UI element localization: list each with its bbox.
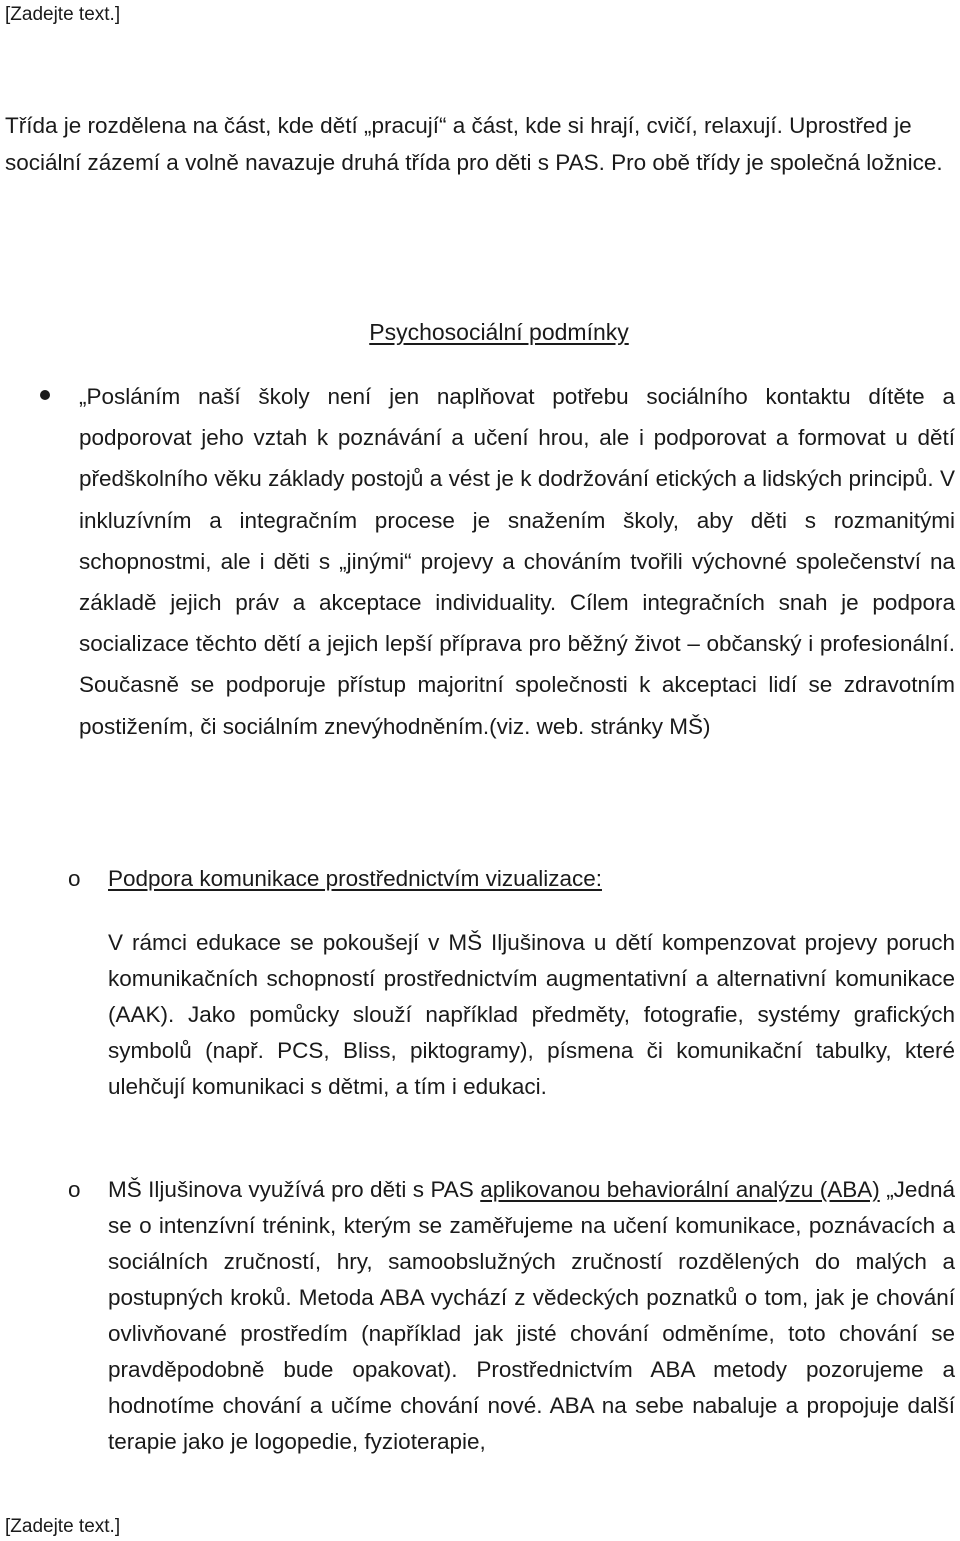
aba-term: aplikovanou behaviorální analýzu (ABA) bbox=[480, 1177, 880, 1202]
header-placeholder[interactable]: [Zadejte text.] bbox=[5, 4, 121, 25]
aba-text-before: MŠ Iljušinova využívá pro děti s PAS bbox=[108, 1177, 481, 1202]
section-heading: Psychosociální podmínky bbox=[369, 319, 629, 345]
sub-bullet-icon: o bbox=[68, 866, 81, 891]
aba-text-after: „Jedná se o intenzívní trénink, kterým se zaměřujeme na učení komunikace, poznávacích a sociálních zručností, hry, samoobslužných zručností rozdělených do malých a postupných kroků. Metoda ABA vychází z vědeckých poznatků o tom, jak je chování ovlivňované prostředím (například jak jisté chování odměníme, toto chování se pravděpodobně bude opakovat). Prostřednictvím ABA metody pozorujeme a hodnotíme chování a učíme chování nové. ABA na sebe nabaluje a propojuje další terapie jako je logopedie, fyzioterapie, bbox=[108, 1177, 955, 1454]
subsection-paragraph: V rámci edukace se pokoušejí v MŠ Iljušinova u dětí kompenzovat projevy poruch komunikačních schopností prostřednictvím augmentativní a alternativní komunikace (AAK). Jako pomůcky slouží například předměty, fotografie, systémy grafických symbolů (např. PCS, Bliss, piktogramy), písmena či komunikační tabulky, které ulehčují komunikaci s dětmi, a tím i edukaci. bbox=[108, 930, 955, 1099]
aba-paragraph bbox=[108, 1172, 955, 1460]
footer-placeholder[interactable]: [Zadejte text.] bbox=[5, 1516, 121, 1537]
bullet-paragraph: „Posláním naší školy není jen naplňovat potřebu sociálního kontaktu dítěte a podporovat jeho vztah k poznávání a učení hrou, ale i podporovat a formovat u dětí předškolního věku základy postojů a vést je k dodržování etických a lidských principů. V inkluzívním a integračním procese je snažením školy, aby děti s rozmanitými schopnostmi, ale i děti s „jinými“ projevy a chováním tvořili výchovné společenství na základě jejich práv a akceptace individuality. Cílem integračních snah je podpora socializace těchto dětí a jejich lepší příprava pro běžný život – občanský i profesionální. Současně se podporuje přístup majoritní společnosti k akceptaci lidí se zdravotním postižením, či sociálním znevýhodněním.(viz. web. stránky MŠ) bbox=[79, 384, 955, 739]
bullet-icon bbox=[40, 390, 50, 400]
sub-bullet-icon-2: o bbox=[68, 1177, 81, 1202]
subsection-heading: Podpora komunikace prostřednictvím vizualizace: bbox=[108, 866, 602, 891]
intro-paragraph: Třída je rozdělena na část, kde dětí „pracují“ a část, kde si hrají, cvičí, relaxují. Uprostřed je sociální zázemí a volně navazuje druhá třída pro děti s PAS. Pro obě třídy je společná ložnice. bbox=[5, 113, 943, 175]
